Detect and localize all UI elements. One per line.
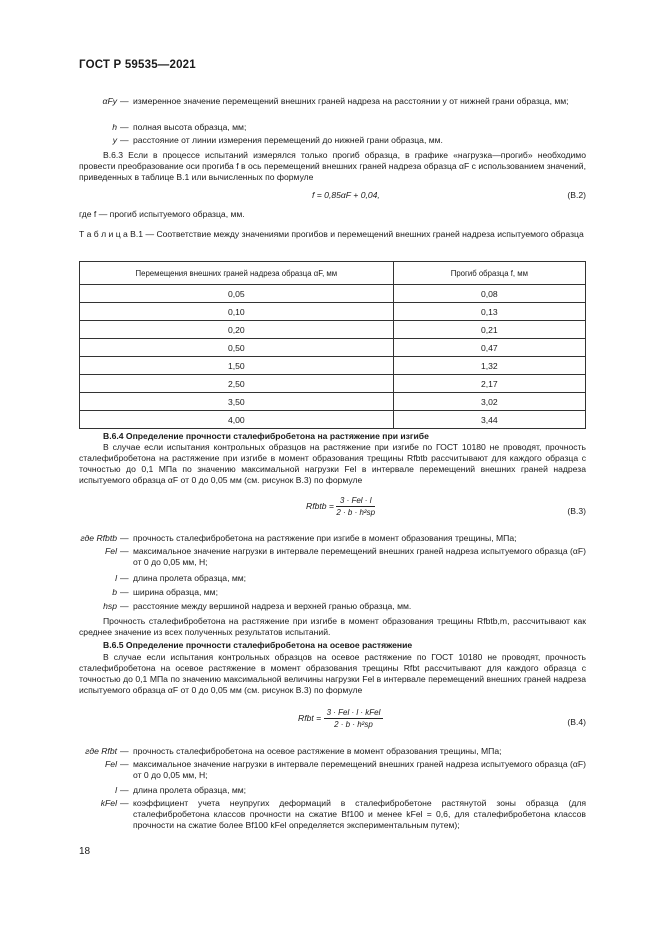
definition-symbol: hsp: [103, 601, 117, 611]
definition-symbol: kFel: [100, 798, 117, 808]
table-row: [80, 321, 586, 339]
heading-b65: В.6.5 Определение прочности сталефибробетона на осевое растяжение: [103, 640, 413, 650]
definition-symbol: l: [115, 785, 117, 795]
table-cell: 0,13: [393, 303, 585, 321]
where-f: где f — прогиб испытуемого образца, мм.: [79, 209, 245, 219]
table-row: [80, 393, 586, 411]
definition-symbol: αFy: [102, 96, 117, 106]
definition-rfbtb: где Rfbtb — прочность сталефибробетона на растяжение при изгибе в момент образования трещины, МПа;: [79, 533, 586, 544]
table-row: [80, 339, 586, 357]
definition-text: расстояние между вершиной надреза и верхней гранью образца, мм.: [133, 601, 412, 611]
table-cell: 2,50: [80, 375, 394, 393]
definition-rfbt: где Rfbt — прочность сталефибробетона на осевое растяжение в момент образования трещины, МПа;: [79, 746, 586, 757]
table-row: [80, 357, 586, 375]
definition-text: полная высота образца, мм;: [133, 122, 247, 132]
definition-symbol: Fel: [105, 759, 117, 769]
page-number: 18: [79, 846, 91, 857]
definition-symbol: где Rfbt: [85, 746, 117, 756]
heading-b64: В.6.4 Определение прочности сталефибробетона на растяжение при изгибе: [103, 431, 429, 441]
definition-text: максимальное значение нагрузки в интервале перемещений внешних граней надреза испытуемого образца (αF) от 0 до 0,05 мм, Н;: [133, 546, 586, 567]
table-cell: 0,20: [80, 321, 394, 339]
definition-fel-b4: Fel — максимальное значение нагрузки в интервале перемещений внешних граней надреза испытуемого образца (αF) от 0 до 0,05 мм, Н;: [79, 759, 586, 781]
table-cell: 1,50: [80, 357, 394, 375]
table-header-row: [80, 262, 586, 285]
table-cell: 0,21: [393, 321, 585, 339]
definition-text: ширина образца, мм;: [133, 587, 218, 597]
definition-text: длина пролета образца, мм;: [133, 785, 247, 795]
column-header: Перемещения внешних граней надреза образца αF, мм: [80, 262, 394, 285]
equation-label-b4: (В.4): [567, 717, 586, 727]
definition-l: l — длина пролета образца, мм;: [79, 573, 586, 584]
table-cell: 0,47: [393, 339, 585, 357]
definition-text: прочность сталефибробетона на осевое растяжение в момент образования трещины, МПа;: [133, 746, 502, 756]
definition-text: расстояние от линии измерения перемещений до нижней грани образца, мм.: [133, 135, 443, 145]
formula-denominator: 2 · b · h²sp: [334, 720, 373, 729]
definition-l-b4: l — длина пролета образца, мм;: [79, 785, 586, 796]
formula-b2: f = 0,85αF + 0,04,: [312, 190, 380, 200]
definition-symbol: l: [115, 573, 117, 583]
paragraph-b64-mean: Прочность сталефибробетона на растяжение при изгибе в момент образования трещины Rfbtb,m, рассчитывают как среднее значение из всех полученных результатов испытаний.: [79, 616, 586, 637]
table-cell: 4,00: [80, 411, 394, 429]
formula-fraction: [324, 708, 384, 729]
table-caption: Т а б л и ц а В.1 — Соответствие между значениями прогибов и перемещений внешних граней надреза испытуемого образца: [79, 229, 584, 239]
formula-numerator: 3 · Fel · l: [336, 496, 375, 507]
definition-text: коэффициент учета неупругих деформаций в сталефибробетоне растянутой зоны образца (для сталефибробетона классов прочности на сжатие Bf100 и менее kFel = 0,6, для сталефибробетона классов прочности на сжатие более Bf100 kFel определяется экспериментальным путем);: [133, 798, 586, 830]
table-cell: 2,17: [393, 375, 585, 393]
formula-b3: [306, 496, 375, 517]
table-row: [80, 375, 586, 393]
definition-fel: Fel — максимальное значение нагрузки в интервале перемещений внешних граней надреза испытуемого образца (αF) от 0 до 0,05 мм, Н;: [79, 546, 586, 568]
correspondence-table: [79, 261, 586, 429]
table-row: [80, 303, 586, 321]
formula-denominator: 2 · b · h²sp: [336, 508, 376, 517]
table-cell: 3,02: [393, 393, 585, 411]
table-row: [80, 411, 586, 429]
table-cell: 3,50: [80, 393, 394, 411]
paragraph-b63: В.6.3 Если в процессе испытаний измерялся только прогиб образца, в графике «нагрузка—прогиб» необходимо провести преобразование оси прогиба f в ось перемещений внешних граней надреза образца αF с использованием значений, приведенных в таблице В.1 или вычисленных по формуле: [79, 150, 586, 182]
definition-symbol: h: [112, 122, 117, 132]
definition-kfel: kFel — коэффициент учета неупругих деформаций в сталефибробетоне растянутой зоны образца (для сталефибробетона классов прочности на сжатие Bf100 и менее kFel = 0,6, для сталефибробетона классов прочности на сжатие более Bf100 kFel определяется экспериментальным путем);: [79, 798, 586, 831]
definition-hsp: hsp — расстояние между вершиной надреза и верхней гранью образца, мм.: [79, 601, 586, 612]
definition-text: измеренное значение перемещений внешних граней надреза на расстоянии y от нижней грани образца, мм;: [133, 96, 569, 106]
formula-b4: [298, 708, 383, 729]
definition-alpha-fy: αFy — измеренное значение перемещений внешних граней надреза на расстоянии y от нижней грани образца, мм;: [79, 96, 586, 107]
formula-lhs: Rfbtb =: [306, 500, 334, 511]
table-cell: 0,50: [80, 339, 394, 357]
definition-b: b — ширина образца, мм;: [79, 587, 586, 598]
table-row: [80, 285, 586, 303]
equation-label-b3: (В.3): [567, 506, 586, 516]
paragraph-b65: В случае если испытания контрольных образцов на осевое растяжение по ГОСТ 10180 не проводят, прочность сталефибробетона на осевое растяжение в момент образования трещины Rfbt рассчитывают для каждого образца с точностью до 0,1 МПа по значению максимальной величины нагрузки Fel в интервале перемещений внешних граней надреза испытуемого образца αF от 0 до 0,05 мм (см. рисунок В.3) по формуле: [79, 652, 586, 695]
definition-text: длина пролета образца, мм;: [133, 573, 247, 583]
formula-fraction: [336, 496, 375, 517]
definition-symbol: Fel: [105, 546, 117, 556]
definition-text: прочность сталефибробетона на растяжение при изгибе в момент образования трещины, МПа;: [133, 533, 517, 543]
formula-numerator: 3 · Fel · l · kFel: [324, 708, 384, 719]
definition-text: максимальное значение нагрузки в интервале перемещений внешних граней надреза испытуемого образца (αF) от 0 до 0,05 мм, Н;: [133, 759, 586, 780]
table-cell: 0,10: [80, 303, 394, 321]
definition-h: h — полная высота образца, мм;: [79, 122, 586, 133]
table-cell: 0,05: [80, 285, 394, 303]
table-cell: 3,44: [393, 411, 585, 429]
table-cell: 0,08: [393, 285, 585, 303]
definition-y: y — расстояние от линии измерения перемещений до нижней грани образца, мм.: [79, 135, 586, 146]
definition-symbol: y: [112, 135, 117, 145]
paragraph-b64: В случае если испытания контрольных образцов на растяжение при изгибе по ГОСТ 10180 не проводят, прочность сталефибробетона на растяжение при изгибе в момент образования трещины Rfbtb рассчитывают для каждого образца с точностью до 0,1 МПа по значению максимальной нагрузки Fel в интервале перемещений внешних граней надреза испытуемого образца αF от 0 до 0,05 мм (см. рисунок В.3) по формуле: [79, 442, 586, 485]
equation-label-b2: (В.2): [567, 190, 586, 200]
definition-symbol: где Rfbtb: [80, 533, 117, 543]
column-header: Прогиб образца f, мм: [393, 262, 585, 285]
document-header: ГОСТ Р 59535—2021: [79, 59, 196, 71]
definition-symbol: b: [112, 587, 117, 597]
formula-lhs: Rfbt =: [298, 712, 322, 723]
table-cell: 1,32: [393, 357, 585, 375]
